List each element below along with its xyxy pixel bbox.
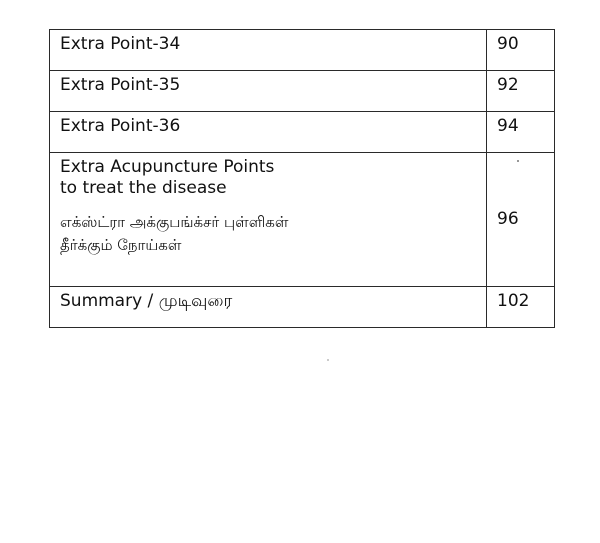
toc-entry-title: Extra Point-34 [50, 30, 487, 71]
table-of-contents [49, 29, 555, 328]
toc-entry-title: Extra Point-36 [50, 112, 487, 153]
toc-page-number: 94 [487, 112, 555, 153]
toc-page-number: 96 [487, 153, 555, 287]
scan-speck [327, 359, 329, 361]
toc-entry-title-en-line2: to treat the disease [60, 178, 227, 198]
toc-entry-title: Summary / முடிவுரை [50, 287, 487, 328]
toc-row [50, 71, 555, 112]
toc-row [50, 112, 555, 153]
toc-entry-title-tamil [60, 211, 486, 257]
toc-row [50, 30, 555, 71]
toc-page-number: 102 [487, 287, 555, 328]
toc-entry-title-ta-line2: தீர்க்கும் நோய்கள் [60, 236, 182, 254]
toc-row [50, 287, 555, 328]
toc-page-number: 92 [487, 71, 555, 112]
scan-dot-mark [517, 160, 519, 162]
toc-page-number: 90 [487, 30, 555, 71]
toc-entry-title-bilingual [50, 153, 487, 287]
toc-entry-title-en-line1: Extra Acupuncture Points [60, 157, 275, 177]
toc-row [50, 153, 555, 287]
toc-entry-title-ta-line1: எக்ஸ்ட்ரா அக்குபங்க்சர் புள்ளிகள் [60, 213, 289, 231]
toc-entry-title: Extra Point-35 [50, 71, 487, 112]
